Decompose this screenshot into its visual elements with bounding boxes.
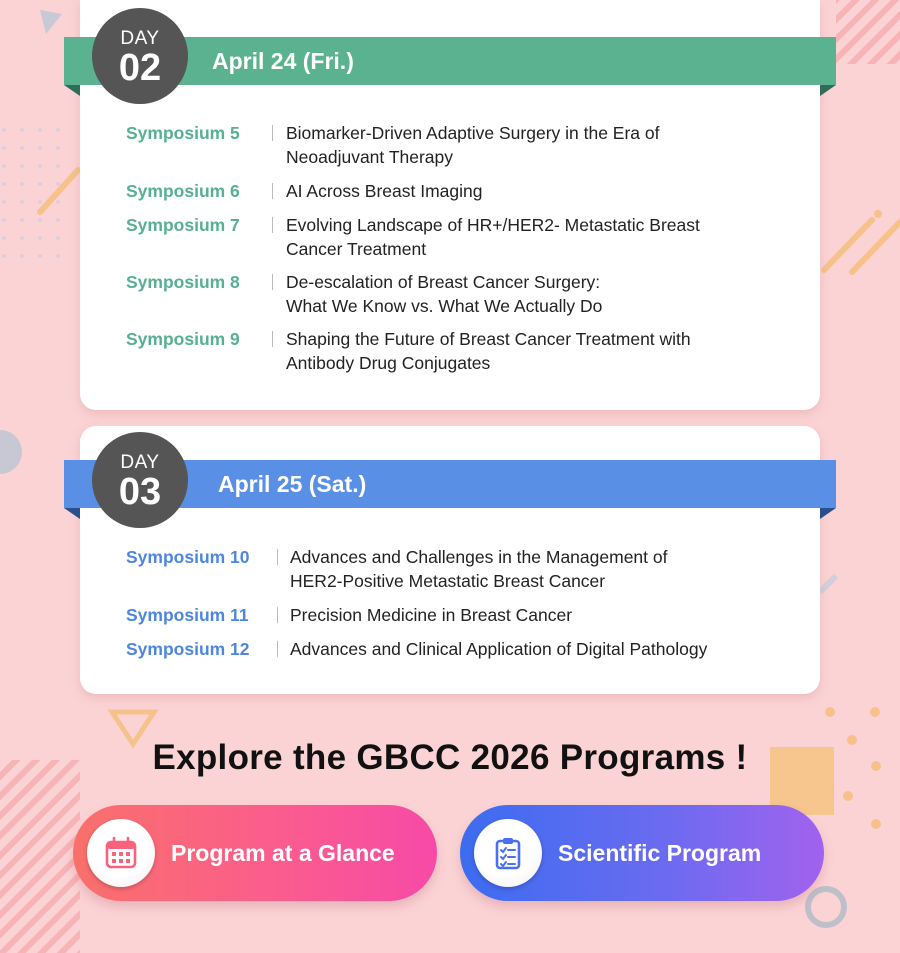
symposium-title: Precision Medicine in Breast Cancer	[290, 605, 573, 625]
separator	[277, 607, 278, 623]
symposium-row	[126, 545, 786, 603]
half-circle-decoration	[0, 430, 22, 474]
separator	[272, 183, 273, 199]
symposium-title: De-escalation of Breast Cancer Surgery: What We Know vs. What We Actually Do	[286, 272, 603, 316]
day2-symposium-list	[126, 121, 786, 384]
symposium-label: Symposium 5	[126, 123, 240, 143]
triangle-decoration	[40, 10, 62, 34]
day3-number: 03	[118, 471, 162, 513]
day2-label: DAY	[120, 28, 160, 49]
symposium-label: Symposium 12	[126, 639, 250, 659]
symposium-title: Advances and Challenges in the Management of HER2-Positive Metastatic Breast Cancer	[290, 547, 668, 591]
symposium-label: Symposium 6	[126, 181, 240, 201]
day3-badge	[92, 432, 188, 528]
symposium-title: Shaping the Future of Breast Cancer Treatment with Antibody Drug Conjugates	[286, 329, 691, 373]
day2-number: 02	[118, 47, 162, 89]
stripe-decoration-bottom	[0, 760, 80, 953]
separator	[272, 331, 273, 347]
separator	[272, 274, 273, 290]
symposium-row	[126, 637, 786, 671]
symposium-label: Symposium 10	[126, 547, 250, 567]
scientific-program-label: Scientific Program	[558, 839, 762, 866]
symposium-title: AI Across Breast Imaging	[286, 181, 483, 201]
clipboard-checklist-icon	[474, 819, 542, 887]
explore-heading: Explore the GBCC 2026 Programs !	[152, 738, 748, 777]
symposium-row	[126, 213, 786, 270]
symposium-title: Advances and Clinical Application of Digital Pathology	[290, 639, 708, 659]
program-at-a-glance-button[interactable]	[73, 805, 437, 901]
symposium-row	[126, 179, 786, 213]
symposium-label: Symposium 7	[126, 215, 240, 235]
scientific-program-button[interactable]	[460, 805, 824, 901]
separator	[277, 549, 278, 565]
symposium-title: Biomarker-Driven Adaptive Surgery in the Era of Neoadjuvant Therapy	[286, 123, 660, 167]
day3-label: DAY	[120, 452, 160, 473]
separator	[272, 217, 273, 233]
separator	[272, 125, 273, 141]
day3-date: April 25 (Sat.)	[218, 471, 367, 497]
day2-badge	[92, 8, 188, 104]
ring-decoration	[808, 889, 844, 925]
symposium-row	[126, 121, 786, 179]
separator	[277, 641, 278, 657]
symposium-title: Evolving Landscape of HR+/HER2- Metastatic Breast Cancer Treatment	[286, 215, 700, 259]
symposium-label: Symposium 9	[126, 329, 240, 349]
program-at-a-glance-label: Program at a Glance	[171, 839, 395, 866]
day3-symposium-list	[126, 545, 786, 671]
symposium-row	[126, 603, 786, 637]
calendar-icon	[87, 819, 155, 887]
stripe-decoration	[836, 0, 900, 64]
symposium-label: Symposium 11	[126, 605, 249, 625]
symposium-label: Symposium 8	[126, 272, 240, 292]
day2-date: April 24 (Fri.)	[212, 48, 354, 74]
symposium-row	[126, 327, 786, 384]
symposium-row	[126, 270, 786, 327]
